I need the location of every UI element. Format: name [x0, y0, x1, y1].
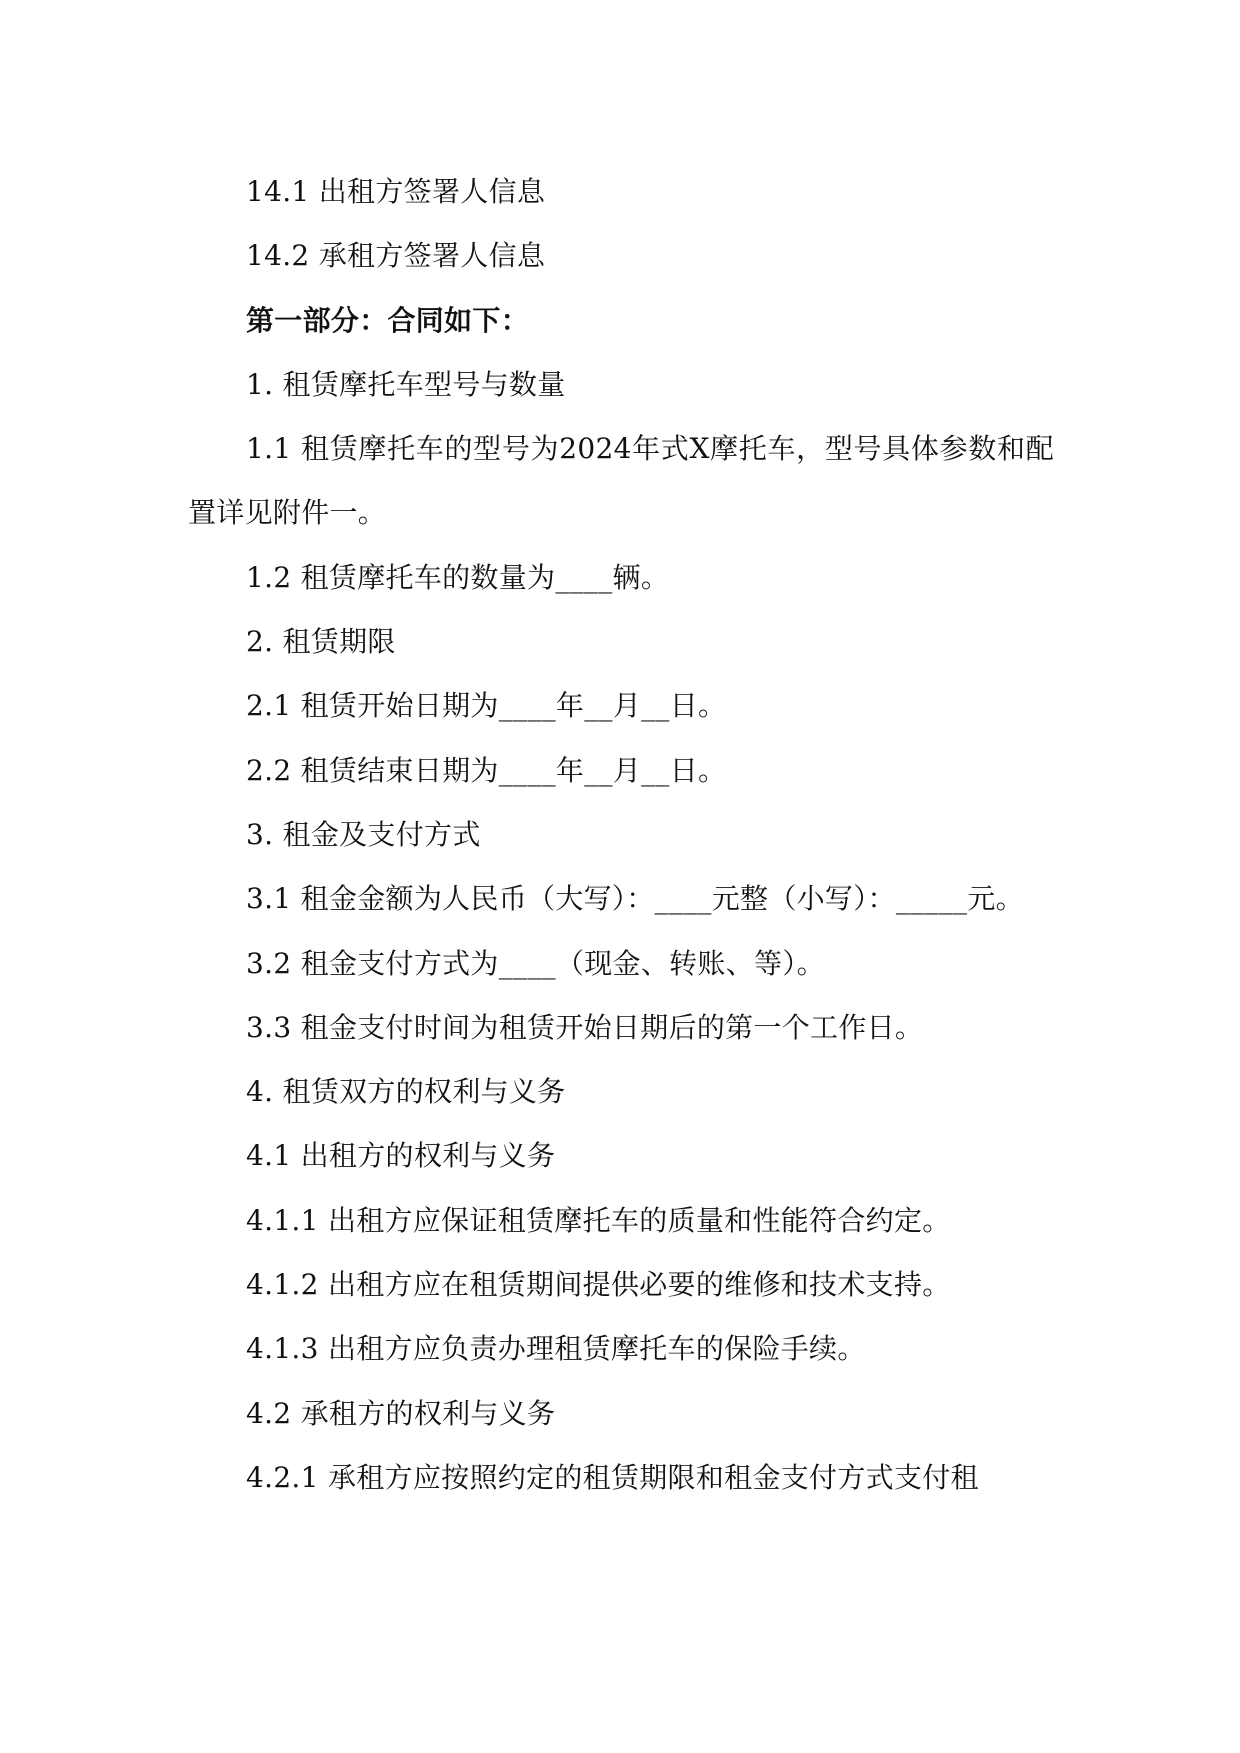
clause-4-1-3: 4.1.3 出租方应负责办理租赁摩托车的保险手续。: [246, 1332, 866, 1366]
clause-1-2: 1.2 租赁摩托车的数量为____辆。: [246, 560, 670, 594]
clause-3: 3. 租金及支付方式: [246, 817, 481, 851]
clause-3-2: 3.2 租金支付方式为____（现金、转账、等）。: [246, 946, 825, 980]
clause-2-2: 2.2 租赁结束日期为____年__月__日。: [246, 753, 727, 787]
clause-14-2: 14.2 承租方签署人信息: [246, 239, 546, 273]
clause-14-1: 14.1 出租方签署人信息: [246, 175, 546, 208]
clause-4-1: 4.1 出租方的权利与义务: [246, 1139, 556, 1173]
clause-4: 4. 租赁双方的权利与义务: [246, 1075, 566, 1109]
clause-4-2-1: 4.2.1 承租方应按照约定的租赁期限和租金支付方式支付租: [246, 1460, 979, 1494]
clause-2-1: 2.1 租赁开始日期为____年__月__日。: [246, 689, 727, 723]
clause-1: 1. 租赁摩托车型号与数量: [246, 367, 566, 401]
section-heading: 第一部分：合同如下：: [246, 303, 530, 337]
document-body: [188, 160, 1054, 1510]
clause-3-1: 3.1 租金金额为人民币（大写）：____元整（小写）：_____元。: [246, 882, 1024, 916]
clause-3-3: 3.3 租金支付时间为租赁开始日期后的第一个工作日。: [246, 1010, 924, 1044]
clause-2: 2. 租赁期限: [246, 625, 396, 659]
clause-1-1: 1.1 租赁摩托车的型号为2024年式X摩托车，型号具体参数和配置详见附件一。: [188, 432, 1054, 530]
clause-4-2: 4.2 承租方的权利与义务: [246, 1396, 556, 1430]
clause-4-1-1: 4.1.1 出租方应保证租赁摩托车的质量和性能符合约定。: [246, 1203, 951, 1237]
clause-4-1-2: 4.1.2 出租方应在租赁期间提供必要的维修和技术支持。: [246, 1268, 951, 1302]
